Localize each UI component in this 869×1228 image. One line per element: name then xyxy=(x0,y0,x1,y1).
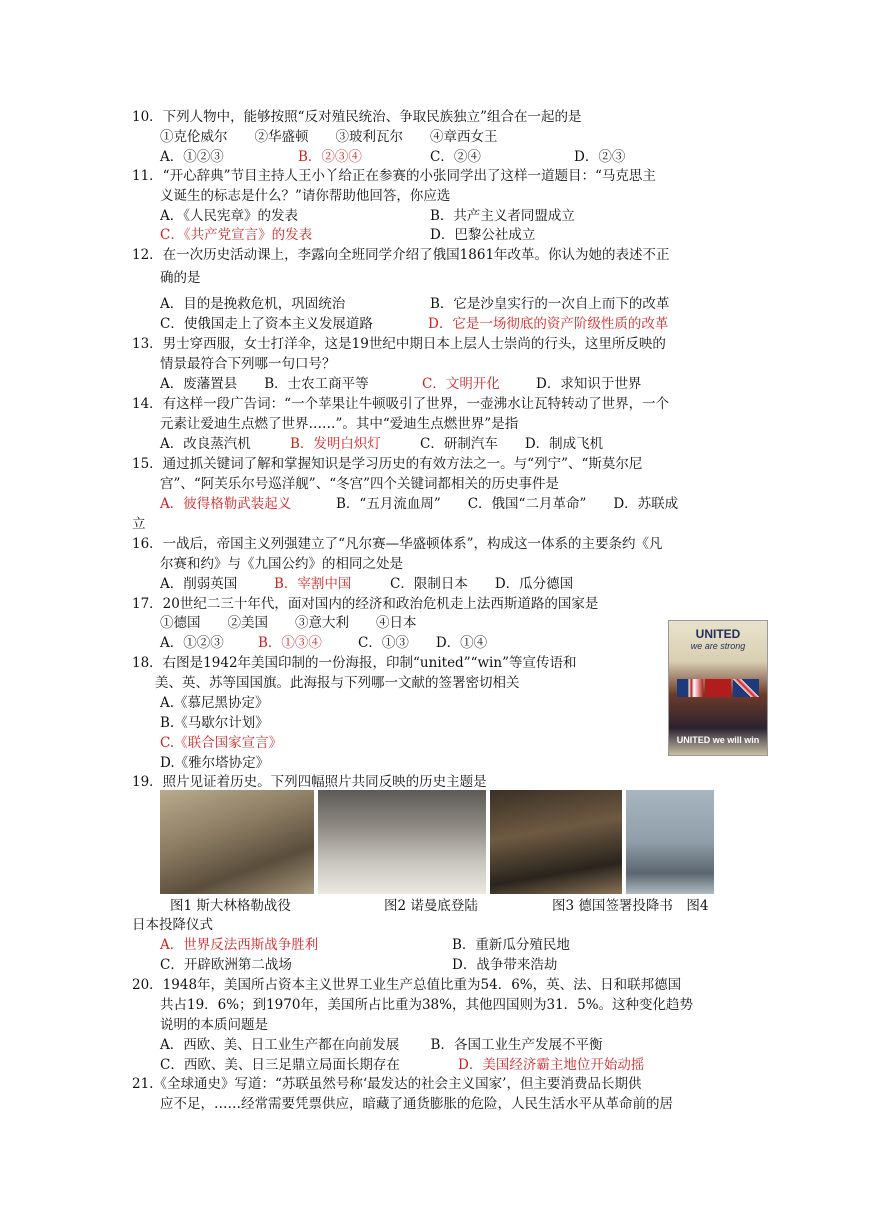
text-line: B．共产主义者同盟成立 xyxy=(430,208,575,224)
text-line: 20．1948年，美国所占资本主义世界工业生产总值比重为54．6%，英、法、日和联邦德国 xyxy=(132,977,682,993)
text-line: 18．右图是1942年美国印制的一份海报，印制“united”“win”等宣传语和 xyxy=(132,655,577,671)
photo-normandy xyxy=(318,790,486,894)
text-line: 13．男士穿西服，女士打洋伞，这是19世纪中期日本上层人士崇尚的行头，这里所反映的 xyxy=(132,336,666,352)
text-line: A.《慕尼黑协定》 xyxy=(160,695,269,711)
text-line: A．西欧、美、日工业生产都在向前发展 B．各国工业生产发展不平衡 xyxy=(160,1037,603,1053)
us-flag-icon xyxy=(677,679,703,697)
photo-stalingrad xyxy=(160,790,314,894)
text-line: C．①③ D．①④ xyxy=(358,635,488,651)
poster-top-text: UNITED xyxy=(695,627,741,641)
text-line: 说明的本质问题是 xyxy=(160,1017,268,1033)
text-line: ①克伦威尔 ②华盛顿 ③玻利瓦尔 ④章西女王 xyxy=(160,129,498,145)
text-line: D．它是一场彻底的资产阶级性质的改革 xyxy=(428,316,669,332)
text-line: 图1 斯大林格勒战役 xyxy=(170,898,291,914)
text-line: D.《雅尔塔协定》 xyxy=(160,755,270,771)
text-line: 日本投降仪式 xyxy=(132,917,213,933)
text-line: 15．通过抓关键词了解和掌握知识是学习历史的有效方法之一。与“列宁”、“斯莫尔尼 xyxy=(132,456,643,472)
text-line: C．研制汽车 D．制成飞机 xyxy=(420,436,604,452)
text-line: D．②③ xyxy=(574,149,626,165)
text-line: 应不足，……经常需要凭票供应，暗藏了通货膨胀的危险，人民生活水平从革命前的居 xyxy=(160,1096,673,1112)
poster-sub-text: we are strong xyxy=(690,641,746,651)
text-line: 16．一战后，帝国主义列强建立了“凡尔赛—华盛顿体系”，构成这一体系的主要条约《凡 xyxy=(132,536,663,552)
text-line: A．世界反法西斯战争胜利 xyxy=(160,937,319,953)
text-line: C.《联合国家宣言》 xyxy=(160,735,283,751)
text-line: B.《马歇尔计划》 xyxy=(160,715,269,731)
ussr-flag-icon xyxy=(705,679,731,697)
photo-japan-surrender xyxy=(626,790,714,894)
text-line: C．②④ xyxy=(430,149,481,165)
text-line: 21.《全球通史》写道：“苏联虽然号称‘最发达的社会主义国家’，但主要消费品长期供 xyxy=(132,1076,642,1092)
text-line: 12．在一次历史活动课上，李露向全班同学介绍了俄国1861年改革。你认为她的表述不正 xyxy=(132,247,670,263)
text-line: A．废藩置县 B．士农工商平等 xyxy=(160,376,369,392)
text-line: 图3 德国签署投降书 图4 xyxy=(552,898,709,914)
text-line: 10．下列人物中，能够按照“反对殖民统治、争取民族独立”组合在一起的是 xyxy=(132,109,582,125)
text-line: C．文明开化 xyxy=(422,376,500,392)
text-line: A．①②③ xyxy=(160,635,224,651)
text-line: B．发明白炽灯 xyxy=(290,436,381,452)
text-line: B．宰割中国 xyxy=(274,576,352,592)
text-line: A．《人民宪章》的发表 xyxy=(160,208,298,224)
text-line: D．巴黎公社成立 xyxy=(430,227,536,243)
text-line: C．使俄国走上了资本主义发展道路 xyxy=(160,316,373,332)
text-line: C．西欧、美、日三足鼎立局面长期存在 xyxy=(160,1057,400,1073)
text-line: 美、英、苏等国国旗。此海报与下列哪一文献的签署密切相关 xyxy=(155,675,520,691)
photo-german-surrender xyxy=(490,790,622,894)
text-line: B．“五月流血周” C．俄国“二月革命” D．苏联成 xyxy=(336,496,679,512)
text-line: 情景最符合下列哪一句口号？ xyxy=(160,356,336,372)
text-line: 11．“开心辞典”节目主持人王小丫给正在参赛的小张同学出了这样一道题目：“马克思主 xyxy=(132,168,656,184)
poster-bottom-text: UNITED we will win xyxy=(676,735,760,745)
text-line: B．它是沙皇实行的一次自上而下的改革 xyxy=(430,296,670,312)
text-line: B．①③④ xyxy=(258,635,322,651)
text-line: B．②③④ xyxy=(298,149,362,165)
wwii-united-poster xyxy=(668,620,768,756)
text-line: A．削弱英国 xyxy=(160,576,238,592)
text-line: 共占19．6%；到1970年，美国所占比重为38%，其他四国则为31．5%。这种变化趋势 xyxy=(160,997,694,1013)
text-line: A．①②③ xyxy=(160,149,224,165)
text-line: 立 xyxy=(132,516,146,532)
text-line: 义诞生的标志是什么？”请你帮助他回答，你应选 xyxy=(160,188,451,204)
text-line: 17．20世纪二三十年代，面对国内的经济和政治危机走上法西斯道路的国家是 xyxy=(132,596,599,612)
text-line: C．开辟欧洲第二战场 xyxy=(160,957,292,973)
text-line: 确的是 xyxy=(160,270,201,286)
uk-flag-icon xyxy=(733,679,759,697)
text-line: 元素让爱迪生点燃了世界……”。其中“爱迪生点燃世界”是指 xyxy=(160,416,519,432)
text-line: 14．有这样一段广告词：“一个苹果让牛顿吸引了世界，一壶沸水让瓦特转动了世界，一个 xyxy=(132,396,670,412)
text-line: 尔赛和约》与《九国公约》的相同之处是 xyxy=(160,556,403,572)
text-line: D．求知识于世界 xyxy=(536,376,642,392)
text-line: A．彼得格勒武装起义 xyxy=(160,496,292,512)
text-line: 19．照片见证着历史。下列四幅照片共同反映的历史主题是 xyxy=(132,774,487,790)
text-line: D．战争带来浩劫 xyxy=(452,957,558,973)
text-line: C．限制日本 D．瓜分德国 xyxy=(390,576,574,592)
text-line: A．改良蒸汽机 xyxy=(160,436,251,452)
text-line: C．《共产党宣言》的发表 xyxy=(160,227,313,243)
text-line: ①德国 ②美国 ③意大利 ④日本 xyxy=(160,615,417,631)
text-line: 图2 诺曼底登陆 xyxy=(384,898,478,914)
text-line: 宫”、“阿芙乐尔号巡洋舰”、“冬宫”四个关键词都相关的历史事件是 xyxy=(160,476,560,492)
text-line: D．美国经济霸主地位开始动摇 xyxy=(458,1057,645,1073)
text-line: A．目的是挽救危机，巩固统治 xyxy=(160,296,346,312)
text-line: B．重新瓜分殖民地 xyxy=(452,937,570,953)
